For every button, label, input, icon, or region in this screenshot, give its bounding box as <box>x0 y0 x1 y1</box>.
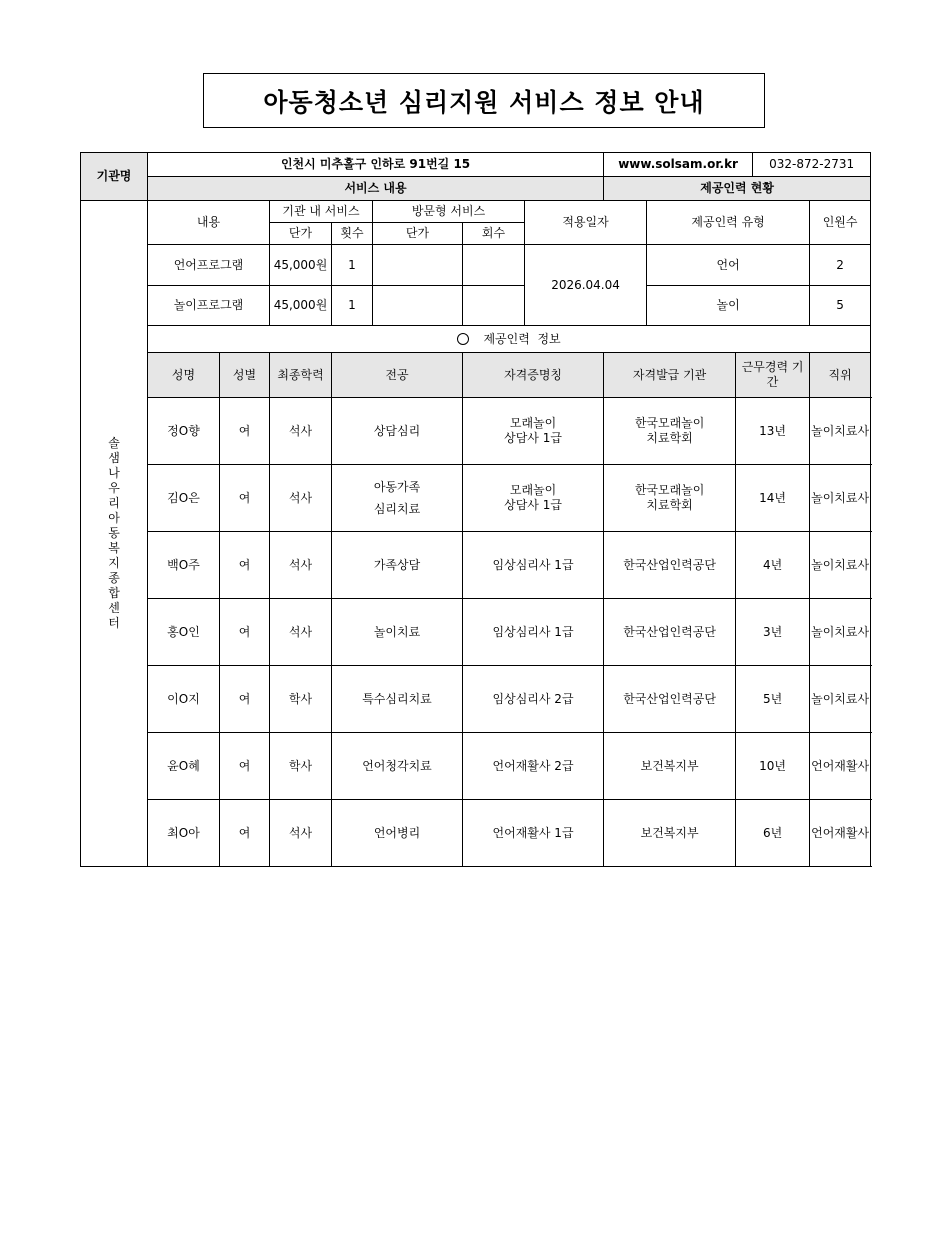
col-count-in: 횟수 <box>332 223 373 245</box>
staff-row <box>81 398 871 465</box>
program-name: 놀이프로그램 <box>148 286 270 326</box>
staff-name: 이O지 <box>148 666 220 733</box>
col-education: 최종학력 <box>270 353 332 398</box>
staff-major: 상담심리 <box>332 398 463 465</box>
staff-certificate: 임상심리사 1급 <box>463 599 604 666</box>
col-unit-price-visit: 단가 <box>373 223 463 245</box>
col-unit-price: 단가 <box>270 223 332 245</box>
staff-education: 석사 <box>270 532 332 599</box>
address: 인천시 미추홀구 인하로 91번길 15 <box>148 153 604 177</box>
staff-career: 3년 <box>736 599 810 666</box>
staff-type: 언어 <box>647 245 810 286</box>
staff-issuer: 한국모래놀이 치료학회 <box>604 465 736 532</box>
unit-price: 45,000원 <box>270 245 332 286</box>
col-name: 성명 <box>148 353 220 398</box>
staff-row <box>81 599 871 666</box>
col-content: 내용 <box>148 201 270 245</box>
staff-header-row <box>81 353 871 398</box>
staff-certificate: 임상심리사 2급 <box>463 666 604 733</box>
staff-position: 놀이치료사 <box>810 532 871 599</box>
staff-position: 놀이치료사 <box>810 398 871 465</box>
apply-date: 2026.04.04 <box>525 245 647 326</box>
staff-education: 석사 <box>270 398 332 465</box>
visit-count <box>463 245 525 286</box>
staff-gender: 여 <box>220 733 270 800</box>
staff-certificate: 언어재활사 1급 <box>463 800 604 867</box>
website-link[interactable]: www.solsam.or.kr <box>604 153 753 177</box>
staff-name: 백O주 <box>148 532 220 599</box>
staff-name: 윤O혜 <box>148 733 220 800</box>
phone-number: 032-872-2731 <box>753 153 871 177</box>
staff-row <box>81 733 871 800</box>
org-name-text: 솔 샘 나 우 리 아 동 복 지 종 합 센 터 <box>108 436 120 630</box>
col-position: 직위 <box>810 353 871 398</box>
session-count: 1 <box>332 286 373 326</box>
staff-gender: 여 <box>220 398 270 465</box>
staff-issuer: 한국모래놀이 치료학회 <box>604 398 736 465</box>
staff-issuer: 한국산업인력공단 <box>604 666 736 733</box>
circle-bullet-icon <box>457 333 469 345</box>
staff-major: 언어청각치료 <box>332 733 463 800</box>
col-staff-count: 인원수 <box>810 201 871 245</box>
staff-education: 석사 <box>270 599 332 666</box>
unit-price: 45,000원 <box>270 286 332 326</box>
col-visiting: 방문형 서비스 <box>373 201 525 223</box>
staff-gender: 여 <box>220 532 270 599</box>
session-count: 1 <box>332 245 373 286</box>
visit-price <box>373 245 463 286</box>
col-career: 근무경력 기간 <box>736 353 810 398</box>
col-in-house: 기관 내 서비스 <box>270 201 373 223</box>
service-info-table <box>80 152 871 867</box>
staff-career: 14년 <box>736 465 810 532</box>
staff-position: 언어재활사 <box>810 800 871 867</box>
staff-position: 놀이치료사 <box>810 465 871 532</box>
staff-type: 놀이 <box>647 286 810 326</box>
staff-row <box>81 532 871 599</box>
org-name-vertical <box>81 201 148 867</box>
staff-education: 학사 <box>270 733 332 800</box>
staff-career: 4년 <box>736 532 810 599</box>
col-count-visit: 회수 <box>463 223 525 245</box>
col-gender: 성별 <box>220 353 270 398</box>
staff-count: 2 <box>810 245 871 286</box>
staff-row <box>81 800 871 867</box>
staff-position: 언어재활사 <box>810 733 871 800</box>
service-row <box>81 245 871 286</box>
org-label: 기관명 <box>81 153 148 201</box>
staff-certificate: 임상심리사 1급 <box>463 532 604 599</box>
staff-gender: 여 <box>220 800 270 867</box>
program-name: 언어프로그램 <box>148 245 270 286</box>
col-apply-date: 적용일자 <box>525 201 647 245</box>
col-major: 전공 <box>332 353 463 398</box>
staff-major: 아동가족 심리치료 <box>332 465 463 532</box>
staff-section-title: 제공인력 정보 <box>483 331 561 346</box>
staff-row <box>81 666 871 733</box>
visit-price <box>373 286 463 326</box>
staff-career: 5년 <box>736 666 810 733</box>
staff-gender: 여 <box>220 599 270 666</box>
col-certificate: 자격증명칭 <box>463 353 604 398</box>
staff-major: 놀이치료 <box>332 599 463 666</box>
staff-education: 석사 <box>270 465 332 532</box>
staff-certificate: 모래놀이 상담사 1급 <box>463 398 604 465</box>
staff-major: 언어병리 <box>332 800 463 867</box>
service-content-header: 서비스 내용 <box>148 177 604 201</box>
staff-issuer: 보건복지부 <box>604 800 736 867</box>
staff-education: 석사 <box>270 800 332 867</box>
staff-gender: 여 <box>220 465 270 532</box>
staff-career: 10년 <box>736 733 810 800</box>
staff-position: 놀이치료사 <box>810 599 871 666</box>
service-row <box>81 286 871 326</box>
staff-row <box>81 465 871 532</box>
col-staff-type: 제공인력 유형 <box>647 201 810 245</box>
page-title: 아동청소년 심리지원 서비스 정보 안내 <box>203 73 765 128</box>
staff-career: 6년 <box>736 800 810 867</box>
staff-position: 놀이치료사 <box>810 666 871 733</box>
staff-issuer: 한국산업인력공단 <box>604 532 736 599</box>
staff-career: 13년 <box>736 398 810 465</box>
staff-issuer: 한국산업인력공단 <box>604 599 736 666</box>
staff-major: 특수심리치료 <box>332 666 463 733</box>
staff-section-label <box>148 326 871 353</box>
staff-name: 정O향 <box>148 398 220 465</box>
col-issuer: 자격발급 기관 <box>604 353 736 398</box>
staff-status-header: 제공인력 현황 <box>604 177 871 201</box>
staff-certificate: 언어재활사 2급 <box>463 733 604 800</box>
staff-name: 최O아 <box>148 800 220 867</box>
staff-major: 가족상담 <box>332 532 463 599</box>
staff-name: 김O은 <box>148 465 220 532</box>
staff-education: 학사 <box>270 666 332 733</box>
staff-count: 5 <box>810 286 871 326</box>
visit-count <box>463 286 525 326</box>
staff-gender: 여 <box>220 666 270 733</box>
staff-name: 홍O인 <box>148 599 220 666</box>
staff-certificate: 모래놀이 상담사 1급 <box>463 465 604 532</box>
staff-issuer: 보건복지부 <box>604 733 736 800</box>
